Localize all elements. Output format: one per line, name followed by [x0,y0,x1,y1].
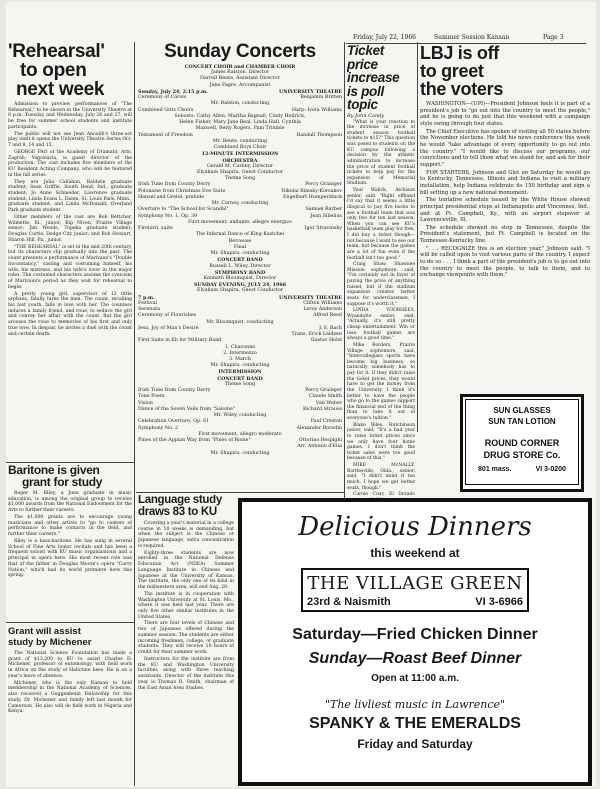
rehearsal-paragraph: Other members of the cast are Bob Bettcher, Wilmette, Ill., junior; Kip Niven, Prairie Village senior; Jim Woods, Topeka graduate student; Douglas Curtis, Dodge City junior; and Bob Stewart, Sharon Hill, Pa., junior. [8,214,132,243]
village-green-box [301,568,529,612]
baritone-paragraph: The $1,000 grants are to encourage young musicians and other artists to "go to centers of performance to make contacts in the field, and further their careers." [8,514,132,538]
ticket-paragraph: "What is your reaction to the increase in price of student season football tickets to $15?" This question was posed to students on the KU campus following a decision by the athletic administration to increase the price of student football tickets to help pay for the expansion of Memorial Stadium. [347,119,415,187]
program-piece: Overture to "The School for Scandal" [138,207,229,213]
program-piece: Firebird, suite [138,226,173,232]
concerts-program [138,64,342,457]
concerts-intro: CONCERT CHOIR and CHAMBER CHOIR [184,64,296,70]
concerts-day: Sunday, July 24, 2:15 p.m. [138,88,208,95]
program-piece: 2. Intermezzo [223,350,257,356]
section-rule [136,492,344,493]
program-piece: Helen Fisher, Mary Jane Beal, Linda Hall, Cynthia [179,120,301,126]
baritone-paragraph: Roger M. Riley, a June graduate in music education, is among the original group to receive $1,000 awards from the National Endowment for the Arts to further their careers. [8,491,132,514]
section-rule [6,462,134,463]
concerts-article [138,42,342,490]
ticket-paragraph: Mike Borders, Prairie Village sophomore, said, "Intercollegiate sports have become big business, so naturally somebody has to pay for it. If they didn't raise the ticket prices, they would have to get the money from the University. I think it's better to have the people who go to the games support the financial end of the thing than to take it out of everyone's tuition." [347,342,415,421]
program-piece: Berceuse [228,238,252,244]
drugstore-phone: VI 3-0200 [535,466,566,473]
drugstore-ad [460,394,584,492]
program-composer: Arr. Antonio d'Elia [297,444,342,450]
program-composer: Harp: Iveta Williams [291,107,342,113]
rehearsal-headline-1: 'Rehearsal' [8,42,105,62]
program-piece: Tone Poem [138,394,165,400]
grant-paragraph: The National Science Foundation has made a grant of $13,200 to KU to assist Charles D. Michener, professor of entomology, with field work in Africa on the study of Halictine bees. He is on a year's leave of absence. [8,651,132,679]
program-piece: 3. March [229,357,251,363]
rehearsal-headline-2: to open [20,60,87,81]
section-rule [6,622,134,623]
drugstore-address: 801 mass. [478,466,512,473]
program-piece: Irish Tune from County Derry [138,182,211,188]
language-headline-1: Language study [138,495,222,506]
dinner-script: Delicious Dinners [298,512,532,542]
rehearsal-paragraph: They are Julia Callahan, Baldwin graduate student; Sean Griffin, South Bend, Ind., graduate student; Jo Anne Schneider, Lawrence graduate student; Linda Evans L. Dalen, St. Louis Park, Minn., graduate student; and Linda McDonald, Overland Park graduate student. [8,179,132,214]
program-piece: Combined Girls Choirs [138,107,194,113]
program-piece: Serenata [138,307,160,313]
program-composer: Trans. Erick Leidzen [291,332,342,338]
program-list [138,176,342,251]
language-paragraph: The institute is in cooperation with Washington University at St. Louis, Mo., where it was held last year. There are only five other similar institutes in the United States. [138,591,234,620]
grant-paragraph: Michener, who is the only Kansan to hold membership in the National Academy of Sciences, also received a Guggenheim Fellowship for this study. Dr. Michener and family left last month for Cameroon. He also will do field work in Nigeria and Kenya. [8,680,132,715]
dinner-sunday: Sunday—Roast Beef Dinner [308,650,522,667]
baritone-headline-2: grant for study [22,475,103,489]
dinner-phone: VI 3-6966 [475,596,523,608]
program-composer: Richard Strauss [302,406,342,412]
program-piece: Mr. Bente, conducting [212,138,268,144]
drugstore-line3: ROUND CORNER [484,438,560,448]
program-piece: Maxwell, Betty Rogers, Pam Trimble [195,126,285,132]
evening-time: 7 p.m. [138,294,155,301]
program-piece: First Suite in Eb for Military Band [138,338,222,344]
grant-headline-2: study by Michener [8,637,92,648]
program-piece: Symphony No. 1, Op. 39 [138,213,198,219]
program-piece: The Infernal Dance of King Kastchei [195,232,285,238]
baritone-paragraph: Riley is a bass-baritone. He has sung in several School of Fine Arts honor recitals and has been a frequent soloist with KU music organizations and a principal in opera here. His most recent role was that of the father in Douglas Moore's opera "Carry Nation," which had its world premiere here this spring. [8,538,132,579]
language-paragraph: Eighty-three students are now enrolled in the National Defense Education Act (NDEA) Summer Language Institute in Chinese and Japanese at the University of Kansas. The institute, the only one of its kind in the midwestern area, will end Aug. 20. [138,550,234,591]
ticket-paragraph: Paul Walick, Atchison senior, said, "Right offhand I'd say that it seems a little illogical to pay five bucks to see a football team that was only two for ten last season. When you can see KU's basketball team play for free, I did buy a ticket though—not because I want to see our team, but because the games are a lot of fun even if the football isn't too good." [347,188,415,261]
program-list [138,382,342,451]
ticket-body [347,120,415,500]
lbj-paragraph: The tentative schedule issued by the White House showed principal presidential stops at Indianapolis and Vincennes, Ind., and at Ft. Campbell, Ky., with an airport stopover at Lawrenceville, Ill. [420,197,590,224]
drugstore-line4: DRUG STORE Co. [483,450,561,460]
header-date: Friday, July 22, 1966 [353,34,416,41]
ticket-headline-2: increase [347,70,400,85]
rehearsal-article [8,42,132,460]
conducting-note: Mr. Shapira, conducting [210,251,270,257]
program-composer: Samuel Barber [305,207,342,213]
program-piece: Mr. Ralston, conducting [210,101,270,107]
dinner-band: SPANKY & THE EMERALDS [309,715,521,732]
program-piece: Final [233,244,247,250]
dinner-days: Friday and Saturday [357,737,473,751]
program-composer: Van Weber [315,400,342,406]
program-composer: Engelbert Humperdinck [282,194,342,200]
rehearsal-headline-3: next week [16,79,105,100]
program-piece: Ceremony of Carols [138,95,187,101]
concerts-venue: UNIVERSITY THEATRE [279,88,342,95]
evening-day: SUNDAY EVENING, JULY 24, 1966 [193,282,287,289]
ticket-paragraph: Carole Cour, El Dorado [353,492,415,498]
rehearsal-paragraph: "THE REHEARSAL" is set in the mid-20th century, but its characters clip gradually into the past. The count presents a performance of Marivaux's "Double Inconstancy," casting and costuming himself, his wife, his mistress, and his wife's lover in the major roles. The costumed characters assume the cynicism of Marivaux's period as they wait for rehearsal to begin. [8,244,132,290]
lbj-headline-3: the voters [420,79,504,99]
program-piece: Pines of the Appian Way from "Pines of Rome" [138,438,251,444]
program-piece: Combined Boys Choir [213,145,267,151]
lbj-paragraph: FOR STARTERS, Johnson and Glet on Saturday he would go to Kentucky, Tennessee, Illinois and Indiana to visit a military installation, help Indiana celebrate its 150 birthday and sign a bill setting up a new national monument. [420,169,590,196]
ticket-paragraph: Blake Biles, Hutchinson junior, said, "It's a bad year to raise ticket prices since we only have four home games. I don't think the ticket sales were too good because of this." [347,422,415,462]
band-title: CONCERT BAND [217,375,263,382]
header-paper: Summer Session Kansan [434,34,510,41]
program-composer: Jean Sibelius [310,213,342,219]
grant-article [8,626,132,786]
program-piece: Dance of the Seven Veils from "Salome" [138,406,236,412]
program-piece: Testament of Freedom [138,132,193,138]
lbj-headline-2: to greet [420,61,484,81]
program-list [138,95,342,151]
program-piece: Jesu, Joy of Man's Desire [138,325,199,331]
language-body [138,521,234,691]
symphony-band-title: SYMPHONY BAND [214,269,266,276]
dinner-weekend: this weekend at [370,546,460,560]
lbj-paragraph: The schedule showed no stop in Tennessee, despite the President's statement, but Ft. Campbell is located on the Tennessee-Kentucky line. [420,224,590,245]
program-composer: Leroy Anderson [303,307,342,313]
band-director: Russell L. Wiley, Director [209,263,271,269]
program-composer: Nikolai Rimsky-Korsakov [281,188,342,194]
lbj-paragraph: WASHINGTON—(UPI)—President Johnson feels it is part of a president's job to "go out into the country to meet the people," and he is going to do just that this weekend with a campaign style swing through four states. [420,101,590,127]
conducting-note: Mr. Shapira, conducting [210,450,270,456]
program-piece: Celebration Overture, Op. 61 [138,419,210,425]
drugstore-line1: SUN GLASSES [493,406,551,415]
conducting-note: Mr. Shapira, conducting [210,363,270,369]
program-composer: Randall Thompson [296,132,342,138]
program-piece: First movement, allegro moderato [198,431,282,437]
evening-guest: Elyakum Shapira, Guest Conductor [197,288,283,294]
program-piece: Soloists: Cathy Allen, Martha Bagnall, Cindy Hedrick, [174,113,306,119]
intermission-label: INTERMISSION [218,369,262,376]
ticket-headline-1: Ticket price [347,44,384,72]
program-composer: Ottorino Respighi [298,438,342,444]
program-composer: Igor Stravinsky [304,226,342,232]
baritone-article [8,464,132,620]
grant-body [8,651,132,715]
dinner-ad [238,498,592,786]
symphony-band-director: Kenneth Bloomquist, Director [203,275,277,281]
program-composer: Alexander Borodin [296,425,342,431]
language-paragraph: Instructors for the institute are from the KU and Washington University faculties along with three teaching assistants. Director of the institute this year is Thomas R. Smith, chairman of the East Asian Area Studies. [138,656,234,691]
ticket-paragraph: LINDA VOORHEES, Wyandotte senior, said, "Actually, it's still pretty cheap entertainment. Win or lose, football games are always a good time." [347,308,415,342]
orchestra-title: ORCHESTRA [222,157,258,164]
dinner-address: 23rd & Naismith [307,596,391,608]
program-composer: Percy Grainger [305,388,342,394]
rehearsal-paragraph: Admission to preview performances of "The Rehearsal," to be shown in the University Theatre at 8 p.m. Tuesday and Wednesday, July 26 and 27, will be free for summer school students and institute participants. [8,102,132,130]
concerts-intro: Jane Fagre, Accompanist [209,82,271,88]
program-composer: Alfred Reed [313,313,342,319]
column-rule [344,42,345,502]
band-title: CONCERT BAND [217,257,263,264]
orchestra-director: Gerald M. Carney, Director [206,163,274,169]
rehearsal-paragraph: The public will not see Jean Anouilh's three-act play until it opens the University Theatre Series Oct. 7 and 8, 14 and 15. [8,131,132,149]
grant-headline-1: Grant will assist [8,626,81,637]
drugstore-line2: SUN TAN LOTION [488,417,556,426]
ticket-paragraph: Craig Shaw, Shawnee Mission sophomore, said, "I'm certainly not in favor of paying the price of anything raised, but if the stadium expansion creates better seats for underclassmen, I suppose it's worth it." [347,262,415,307]
rehearsal-body [8,102,132,337]
program-piece: Polonaise from Christmas Eve Suite [138,188,226,194]
program-composer: J. S. Bach [319,325,342,331]
program-piece: Theme Song [224,176,256,182]
program-piece: Vision [138,400,153,406]
language-article [138,495,234,785]
evening-venue: UNIVERSITY THEATRE [279,294,342,301]
program-piece: Festival [138,300,157,306]
concerts-intro: James Ralston, Director [211,70,269,76]
dinner-saturday: Saturday—Fried Chicken Dinner [292,626,538,643]
program-piece: 1. Chaconne [224,344,256,350]
program-piece: Irish Tune from County Derry [138,388,211,394]
program-composer: Benjamin Britten [300,95,342,101]
program-piece: First movement, andante, allegro energico [187,219,293,225]
column-rule [134,42,135,786]
program-piece: Mr. Wiley, conducting [213,413,267,419]
program-piece: Mr. Carney, conducting [211,201,269,207]
ticket-byline: By John Candy [347,112,385,119]
program-composer: Gustav Holst [310,338,342,344]
rehearsal-paragraph: A pretty young girl, supervisor of 12 little orphans, fatally lures the men. The count, recalling his lost youth, falls in love with her. The countess induces a family friend, and roue, to seduce the girl and convey her affair with the count. But the girl arouses the roue to memories of his first and only true love. In despair, he invites a duel with the count and certain death. [8,291,132,337]
ticket-headline-3: is poll topic [347,83,384,112]
ticket-article [347,44,415,499]
lbj-article [420,44,590,389]
lbj-body [420,101,590,279]
dinner-open: Open at 11:00 a.m. [371,673,459,684]
program-composer: Percy Grainger [305,182,342,188]
program-composer: Claude Smith [309,394,342,400]
newspaper-page [6,2,596,787]
program-piece: Mr. Bloomquist, conducting [206,319,274,325]
program-list [138,301,342,363]
program-piece: Hansel and Gretel, prelude [138,194,205,200]
rehearsal-paragraph: GEORGE PAO of the Academy of Dramatic Arts, Zagreb, Yugoslavia, is guest director of the production. The cast includes five members of the KU Resident Acting Company, who will be featured in the fall series. [8,149,132,178]
program-piece: Ceremony of Flourishes [138,313,197,319]
lbj-paragraph: The Chief Executive has spoken of visiting all 50 states before the November elections. He told his news conference this week he would "take advantage of every opportunity to go out into the country." "I would like to discuss our programs, our convictions and to tell them what we stand for, and ask for their support." [420,128,590,168]
program-composer: Paul Creston [310,419,342,425]
lbj-paragraph: ". . . RECOGNIZE this is an election year," Johnson said. "I will be called upon to visit various parts of the country. I expect to do so . . . I think a part of the president's job is to go out into the country to meet the people, to talk to them, and to exchange viewpoints with them." [420,245,590,279]
orchestra-guest: Elyakum Shapira, Guest Conductor [197,169,283,175]
column-rule [417,42,418,432]
language-headline-2: draws 83 to KU [138,505,217,518]
ticket-paragraph: MIKE McNALLY, Bartlesville, Okla., senior, said, "I didn't mind if too much. I hope we get better seats, though." [347,463,415,491]
baritone-body [8,491,132,579]
intermission-label: 12-MINUTE INTERMISSION [201,151,279,158]
program-piece: Theme Song [224,381,256,387]
concerts-intro: Darrell Bente, Assistant Director [199,76,280,82]
dinner-venue: THE VILLAGE GREEN [307,573,523,594]
program-composer: Clifton Williams [303,300,342,306]
concerts-headline: Sunday Concerts [164,42,316,62]
language-paragraph: There are four levels of Chinese and two of Japanese offered during the summer session. The students are either incoming freshmen, college, or graduate students. They will receive 10 hours of credit for their summer work. [138,621,234,656]
lbj-headline-1: LBJ is off [420,44,500,63]
header-page: Page 3 [543,34,564,41]
dinner-quote: "The livliest music in Lawrence" [324,698,506,711]
baritone-headline-1: Baritone is given [8,464,100,477]
program-piece: Symphony No. 2 [138,425,179,431]
language-paragraph: Covering a year's material in a college course in 10 weeks is demanding, but when the subject is the Chinese or Japanese language, extra concentration is required. [138,521,234,549]
